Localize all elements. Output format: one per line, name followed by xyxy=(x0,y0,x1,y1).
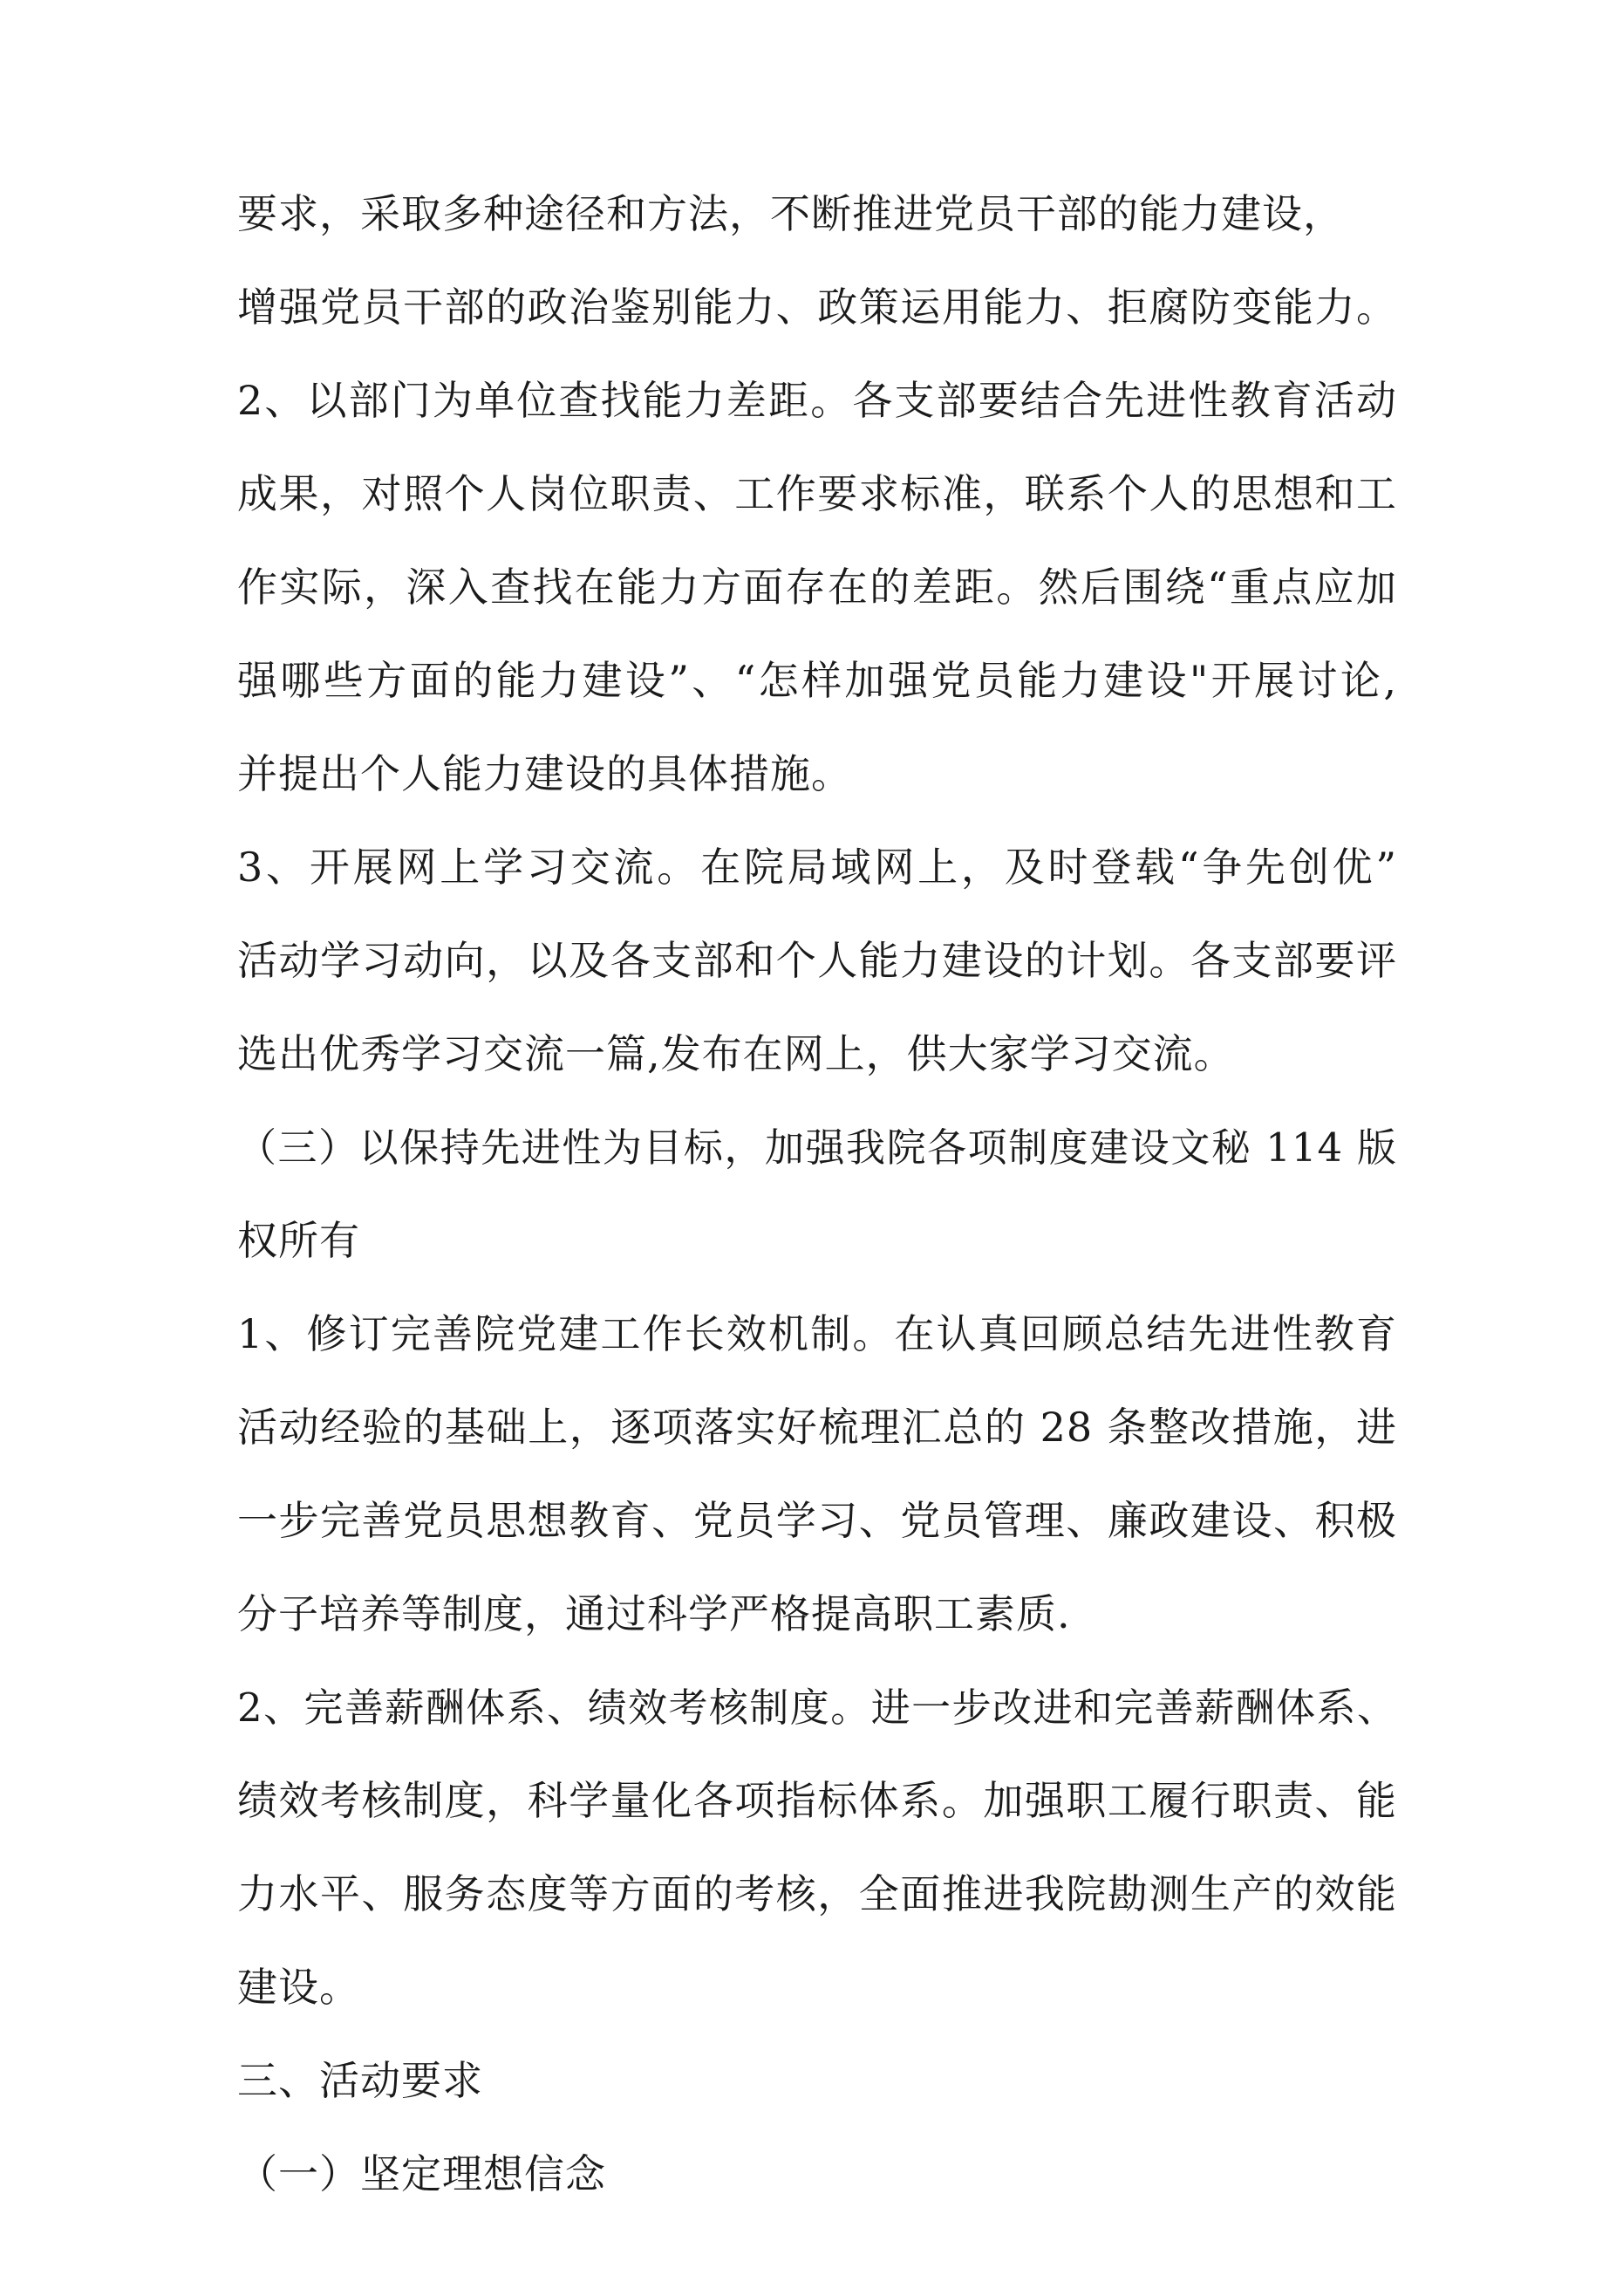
section-heading-continuation: 权所有 xyxy=(237,1217,360,1264)
subsection-heading: （一）坚定理想信念 xyxy=(237,2150,606,2197)
text-line: 建设。 xyxy=(237,1964,360,2011)
text-line: 2、以部门为单位查找能力差距。各支部要结合先进性教育活动 xyxy=(237,377,1397,424)
text-line: 绩效考核制度，科学量化各项指标体系。加强职工履行职责、能 xyxy=(237,1777,1397,1824)
text-line: 成果，对照个人岗位职责、工作要求标准，联系个人的思想和工 xyxy=(237,470,1397,517)
text-line: 要求，采取多种途径和方法，不断推进党员干部的能力建设， xyxy=(237,190,1344,237)
text-line: 活动学习动向，以及各支部和个人能力建设的计划。各支部要评 xyxy=(237,937,1397,984)
section-heading: 三、活动要求 xyxy=(237,2057,483,2104)
section-heading: （三）以保持先进性为目标，加强我院各项制度建设文秘 114 版 xyxy=(237,1124,1397,1171)
text-line: 并提出个人能力建设的具体措施。 xyxy=(237,750,852,797)
text-line: 作实际，深入查找在能力方面存在的差距。然后围绕“重点应加 xyxy=(237,564,1397,611)
text-line: 2、完善薪酬体系、绩效考核制度。进一步改进和完善薪酬体系、 xyxy=(237,1684,1397,1731)
text-line: 增强党员干部的政治鉴别能力、政策运用能力、拒腐防变能力。 xyxy=(237,284,1397,331)
text-line: 分子培养等制度，通过科学严格提高职工素质. xyxy=(237,1590,1071,1637)
text-line: 选出优秀学习交流一篇,发布在网上，供大家学习交流。 xyxy=(237,1030,1235,1077)
text-line: 1、修订完善院党建工作长效机制。在认真回顾总结先进性教育 xyxy=(237,1310,1397,1357)
text-line: 一步完善党员思想教育、党员学习、党员管理、廉政建设、积极 xyxy=(237,1497,1397,1544)
text-line: 3、开展网上学习交流。在院局域网上，及时登载“争先创优” xyxy=(237,844,1397,891)
text-line: 强哪些方面的能力建设”、“怎样加强党员能力建设"开展讨论, xyxy=(237,657,1397,704)
document-page xyxy=(237,167,1397,2221)
text-line: 活动经验的基础上，逐项落实好梳理汇总的 28 条整改措施，进 xyxy=(237,1404,1397,1451)
text-line: 力水平、服务态度等方面的考核，全面推进我院勘测生产的效能 xyxy=(237,1870,1397,1917)
